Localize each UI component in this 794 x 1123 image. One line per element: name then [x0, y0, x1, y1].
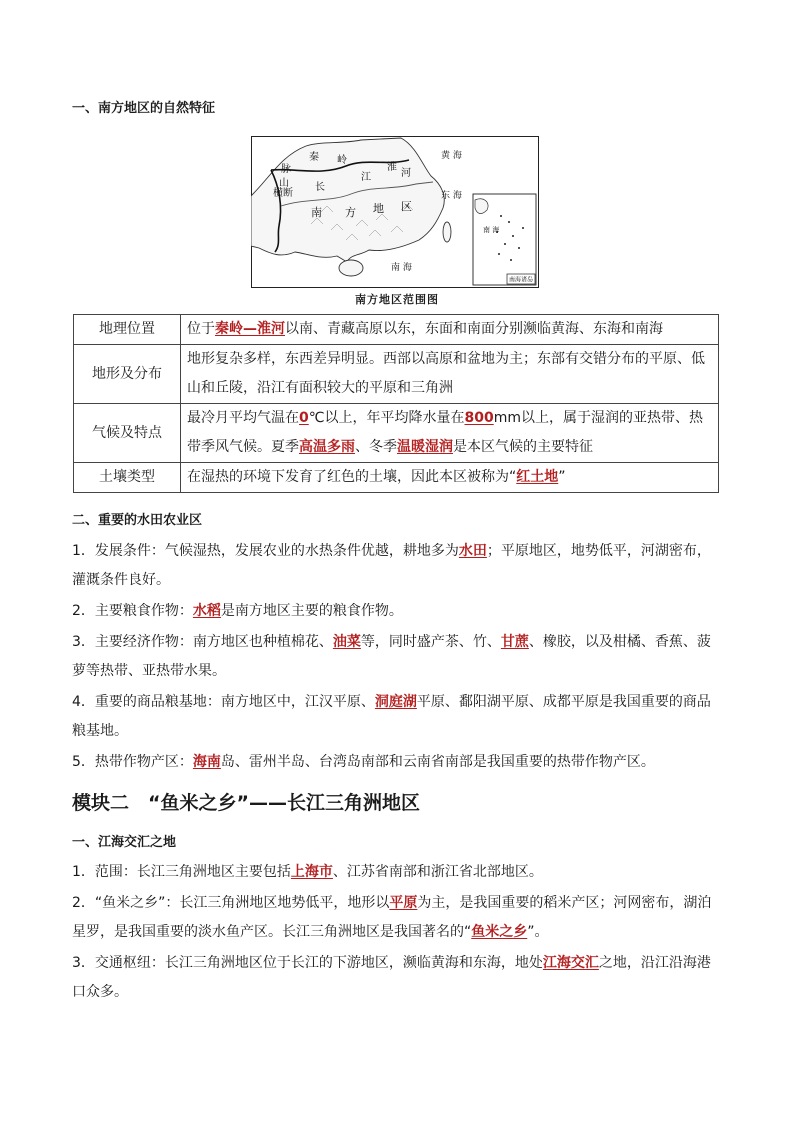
table-row-key: 土壤类型	[74, 463, 181, 493]
section-heading-paddy-agriculture: 二、重要的水田农业区	[72, 513, 203, 528]
section-heading-river-sea-junction: 一、江海交汇之地	[72, 835, 177, 850]
keyword-highlight: 红土地	[516, 469, 559, 485]
list-item	[72, 949, 722, 1007]
table-row-value	[181, 463, 719, 493]
module-title: 模块二 “鱼米之乡”——长江三角洲地区	[72, 792, 420, 814]
table-row	[74, 404, 719, 463]
keyword-highlight: 水稻	[192, 603, 221, 619]
text-run: 岛、雷州半岛、台湾岛南部和云南省南部是我国重要的热带作物产区。	[220, 754, 655, 770]
map-label-hengduan-1: 横	[273, 188, 283, 199]
map-caption: 南方地区范围图	[355, 293, 439, 306]
map-label-di: 地	[373, 202, 384, 215]
map-label-east-sea: 东 海	[441, 191, 462, 201]
text-run: 位于	[187, 321, 215, 337]
keyword-highlight: 上海市	[290, 864, 333, 880]
text-run: 最冷月平均气温在	[187, 410, 299, 426]
list-item	[72, 628, 722, 686]
text-run: 、橡胶，以及柑橘、香蕉、菠萝等热带、亚热带水果。	[72, 634, 711, 679]
text-run: 为主，是我国重要的稻米产区；河网密布，湖泊星罗，是我国重要的淡水鱼产区。长江三角洲地区是我国著名的“	[72, 895, 712, 940]
section-heading-natural-features: 一、南方地区的自然特征	[72, 101, 216, 116]
text-run: 1．发展条件：气候湿热，发展农业的水热条件优越，耕地多为	[72, 543, 459, 559]
keyword-highlight: 甘蔗	[500, 634, 529, 650]
text-run: 、江苏省南部和浙江省北部地区。	[332, 864, 543, 880]
text-run: 2．“鱼米之乡”：长江三角洲地区地势低平，地形以	[72, 895, 390, 911]
keyword-highlight: 0	[299, 410, 309, 426]
text-run: 5．热带作物产区：	[72, 754, 193, 770]
text-run: 3．交通枢纽：长江三角洲地区位于长江的下游地区，濒临黄海和东海，地处	[72, 955, 543, 971]
map-label-ji: 脉	[281, 164, 291, 175]
text-run: ℃以上，年平均降水量在	[308, 410, 465, 426]
keyword-highlight: 温暖湿润	[397, 439, 453, 455]
keyword-highlight: 高温多雨	[299, 439, 355, 455]
text-run: 以南、青藏高原以东，东面和南面分别濒临黄海、东海和南海	[285, 321, 663, 337]
text-run: ”	[558, 469, 566, 485]
map-label-ling: 岭	[337, 155, 347, 166]
map-label-qu: 区	[401, 200, 412, 213]
text-run: 地形复杂多样，东西差异明显。西部以高原和盆地为主；东部有交错分布的平原、低山和丘陵，沿江有面积较大的平原和三角洲	[187, 351, 705, 396]
text-run: mm以上，属于湿润的亚热带、热带季风气候。夏季	[187, 410, 703, 455]
table-row	[74, 463, 719, 493]
text-run: 之地，沿江沿海港口众多。	[72, 955, 711, 1000]
text-run: 3．主要经济作物：南方地区也种植棉花、	[72, 634, 333, 650]
keyword-highlight: 江海交汇	[542, 955, 599, 971]
map-label-inset-sea: 南 海	[483, 226, 500, 234]
keyword-highlight: 平原	[389, 895, 418, 911]
text-run: 、冬季	[355, 439, 397, 455]
text-run: 是本区气候的主要特征	[453, 439, 593, 455]
list-item	[72, 597, 722, 626]
text-run: 是南方地区主要的粮食作物。	[220, 603, 403, 619]
text-run: ”。	[527, 924, 549, 940]
map-label-yellow-sea: 黄 海	[441, 151, 462, 161]
map-label-qin: 秦	[309, 152, 319, 163]
keyword-highlight: 海南	[192, 754, 221, 770]
south-region-map	[251, 136, 539, 288]
map-inset-label: 南海诸岛	[508, 276, 534, 284]
map-label-huai: 淮	[387, 162, 397, 173]
map-label-south-sea: 南 海	[391, 263, 412, 273]
paddy-agriculture-list	[72, 537, 722, 779]
yangtze-delta-list	[72, 858, 722, 1009]
keyword-highlight: 水田	[458, 543, 487, 559]
text-run: 等，同时盛产茶、竹、	[360, 634, 501, 650]
list-item	[72, 537, 722, 595]
table-row-key: 地形及分布	[74, 345, 181, 404]
table-row-value	[181, 404, 719, 463]
text-run: 4．重要的商品粮基地：南方地区中，江汉平原、	[72, 694, 375, 710]
map-label-jiang: 江	[361, 172, 371, 183]
keyword-highlight: 油菜	[332, 634, 361, 650]
table-row	[74, 315, 719, 345]
table-row-key: 气候及特点	[74, 404, 181, 463]
map-label-chang: 长	[315, 182, 325, 193]
text-run: 在湿热的环境下发育了红色的土壤，因此本区被称为“	[187, 469, 517, 485]
map-label-shan: 山	[279, 178, 289, 189]
text-run: 1．范围：长江三角洲地区主要包括	[72, 864, 291, 880]
text-run: 2．主要粮食作物：	[72, 603, 193, 619]
table-row-value	[181, 315, 719, 345]
map-label-fang: 方	[345, 206, 356, 219]
keyword-highlight: 秦岭—淮河	[215, 321, 285, 337]
keyword-highlight: 洞庭湖	[374, 694, 417, 710]
keyword-highlight: 800	[464, 410, 494, 426]
map-graphic	[251, 136, 539, 288]
text-run: ；平原地区，地势低平，河湖密布，灌溉条件良好。	[72, 543, 711, 588]
list-item	[72, 858, 722, 887]
map-label-he: 河	[401, 168, 411, 179]
list-item	[72, 748, 722, 777]
map-label-nan: 南	[311, 206, 322, 219]
natural-features-table	[73, 314, 719, 493]
list-item	[72, 889, 722, 947]
list-item	[72, 688, 722, 746]
text-run: 平原、鄱阳湖平原、成都平原是我国重要的商品粮基地。	[72, 694, 711, 739]
map-label-hengduan-2: 断	[283, 188, 293, 199]
table-row	[74, 345, 719, 404]
table-row-value	[181, 345, 719, 404]
table-row-key: 地理位置	[74, 315, 181, 345]
keyword-highlight: 鱼米之乡	[471, 924, 528, 940]
